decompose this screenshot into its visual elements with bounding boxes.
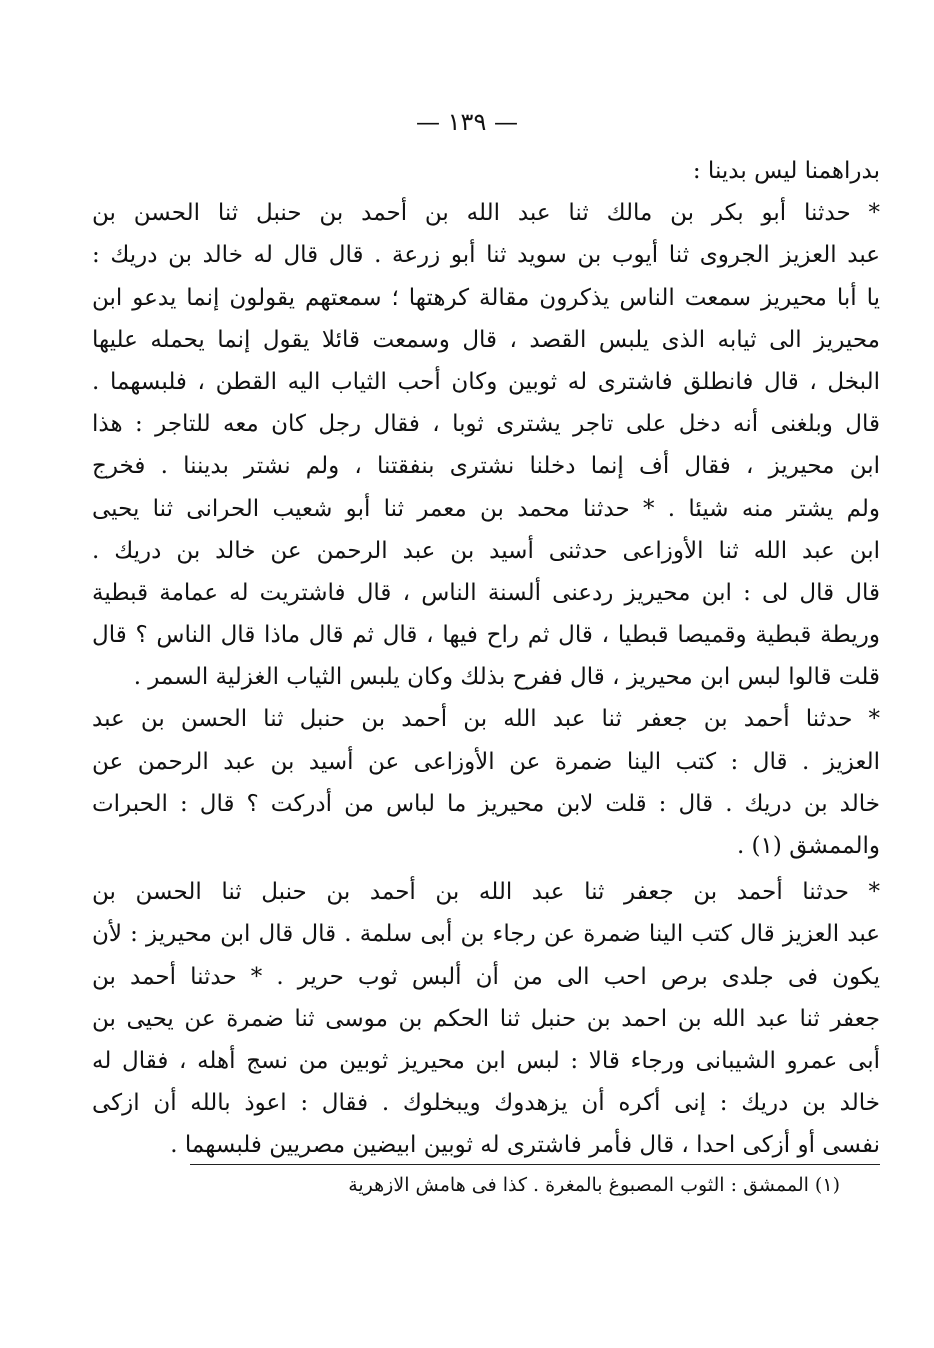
- text-line: * حدثنا أبو بكر بن مالك ثنا عبد الله بن أحمد بن حنبل ثنا الحسن بن: [92, 200, 880, 227]
- text-line: * حدثنا أحمد بن جعفر ثنا عبد الله بن أحمد بن حنبل ثنا الحسن بن عبد: [92, 706, 880, 733]
- paragraph: [92, 150, 880, 192]
- text-line: * حدثنا أحمد بن جعفر ثنا عبد الله بن أحمد بن حنبل ثنا الحسن بن: [92, 879, 880, 906]
- text-line: وريطة قبطية وقميصا قبطيا ، قال ثم راح فيها ، قال ثم قال ماذا قال الناس ؟ قال: [92, 622, 880, 649]
- text-line: خالد بن دريك . قال : قلت لابن محيريز ما لباس من أدركت ؟ قال : الحبرات: [92, 790, 880, 817]
- text-line: عبد العزيز قال كتب الينا ضمرة عن رجاء بن أبى سلمة . قال قال ابن محيريز : لأن: [92, 921, 880, 948]
- text-line: قلت قالوا لبس ابن محيريز ، قال ففرح بذلك وكان يلبس الثياب الغزلية السمر .: [133, 664, 880, 691]
- text-line: ابن محيريز ، فقال أف إنما دخلنا نشترى بنفقتنا ، ولم نشتر بديننا . فخرج: [92, 453, 880, 480]
- text-line: يكون فى جلدى برص احب الى من أن ألبس ثوب حرير . * حدثنا أحمد بن: [92, 963, 880, 990]
- text-line: خالد بن دريك : إنى أكره أن يزهدوك ويبخلوك . فقال : اعوذ بالله أن ازكى: [92, 1090, 880, 1117]
- main-text: [92, 150, 880, 1167]
- text-line: عبد العزيز الجروى ثنا أيوب بن سويد ثنا أبو زرعة . قال قال له خالد بن دريك :: [92, 242, 880, 269]
- text-line: العزيز . قال : كتب الينا ضمرة عن الأوزاعى عن أسيد بن عبد الرحمن عن: [92, 748, 880, 775]
- paragraph: [92, 698, 880, 867]
- text-line: أبى عمرو الشيبانى ورجاء قالا : لبس ابن محيريز ثوبين من نسج أهله ، فقال له: [92, 1047, 880, 1074]
- footnote-divider: [190, 1164, 880, 1165]
- paragraph: [92, 871, 880, 1166]
- text-line: ولم يشتر منه شيئا . * حدثنا محمد بن معمر ثنا أبو شعيب الحرانى ثنا يحيى: [92, 495, 880, 522]
- paragraph: [92, 192, 880, 698]
- text-line: والممشق (١) .: [736, 833, 880, 859]
- text-line: البخل ، قال فانطلق فاشترى له ثوبين وكان أحب الثياب اليه القطن ، فلبسهما .: [92, 368, 880, 395]
- text-line: بدراهمنا ليس بدينا :: [692, 158, 880, 184]
- footnote: (١) الممشق : الثوب المصبوغ بالمغرة . كذا فى هامش الازهرية: [348, 1174, 840, 1196]
- text-line: محيريز الى ثيابه الذى يلبس القصد ، قال وسمعت قائلا يقول إنما يحمله عليها: [92, 326, 880, 353]
- text-line: قال وبلغنى أنه دخل على تاجر يشترى ثوبا ، فقال رجل كان معه للتاجر : هذا: [92, 411, 880, 438]
- text-line: يا أبا محيريز سمعت الناس يذكرون مقالة كرهتها ؛ سمعتهم يقولون إنما يدعو ابن: [92, 284, 880, 311]
- text-line: ابن عبد الله ثنا الأوزاعى حدثنى أسيد بن عبد الرحمن عن خالد بن دريك .: [92, 537, 880, 564]
- text-line: نفسى أو أزكى احدا ، قال فأمر فاشترى له ثوبين ابيضين مصريين فلبسهما .: [170, 1132, 880, 1159]
- text-line: قال قال لى : ابن محيريز ردعنى ألسنة الناس ، قال فاشتريت له عمامة قبطية: [92, 579, 880, 606]
- page-number: — ١٣٩ —: [416, 108, 518, 136]
- text-line: جعفر ثنا عبد الله بن احمد بن حنبل ثنا الحكم بن موسى ثنا ضمرة عن يحيى بن: [92, 1005, 880, 1032]
